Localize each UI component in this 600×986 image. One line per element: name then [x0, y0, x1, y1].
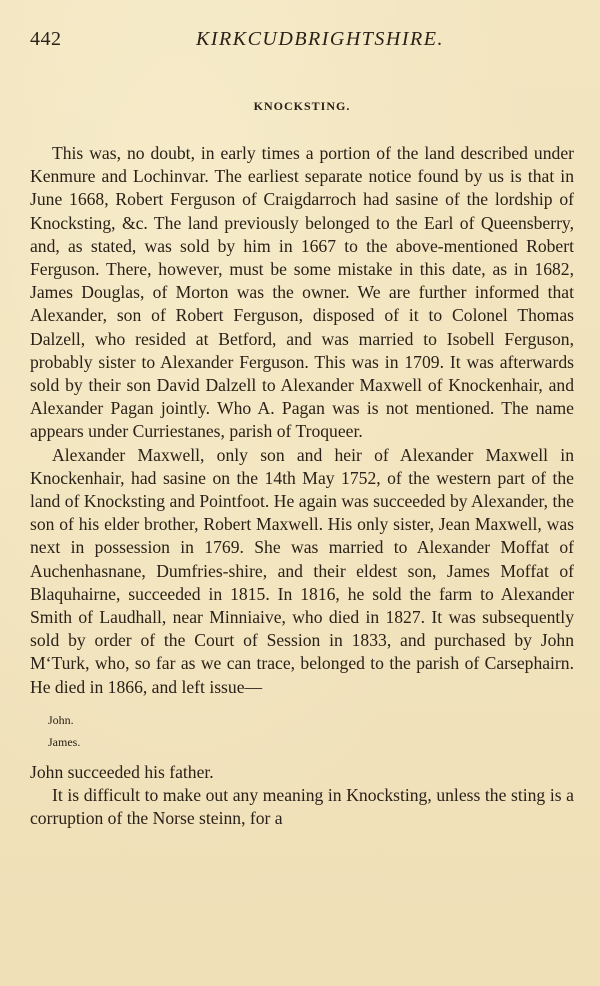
page-number: 442: [30, 28, 62, 50]
running-title: KIRKCUDBRIGHTSHIRE.: [196, 28, 444, 50]
paragraph-succession: John succeeded his father.: [30, 761, 214, 782]
paragraph-1: This was, no doubt, in early times a portion of the land described under Kenmure and Lochinvar. The earliest separate notice found by us is that in June 1668, Robert Ferguson of Craigdarroch had sasine of the lordship of Knocksting, &c. The land previously belonged to the Earl of Queensberry, and, as stated, was sold by him in 1667 to the above-mentioned Robert Ferguson. There, however, must be some mistake in this date, as in 1682, James Douglas, of Morton was the owner. We are further informed that Alexander, son of Robert Ferguson, disposed of it to Colonel Thomas Dalzell, who resided at Betford, and was married to Isobell Ferguson, probably sister to Alexander Ferguson. This was in 1709. It was afterwards sold by their son David Dalzell to Alexander Maxwell of Knockenhair, and Alexander Pagan jointly. Who A. Pagan was is not mentioned. The name appears under Curriestanes, parish of Troqueer.: [30, 143, 574, 442]
paragraph-2: Alexander Maxwell, only son and heir of Alexander Maxwell in Knockenhair, had sasine on the 14th May 1752, of the western part of the land of Knocksting and Pointfoot. He again was succeeded by Alexander, the son of his elder brother, Robert Maxwell. His only sister, Jean Maxwell, was next in possession in 1769. She was married to Alexander Moffat of Auchenhasnane, Dumfries-shire, and their eldest son, James Moffat of Blaquhairne, succeeded in 1815. In 1816, he sold the farm to Alexander Smith of Laudhall, near Minniaive, who died in 1827. It was subsequently sold by order of the Court of Session in 1833, and purchased by John M‘Turk, who, so far as we can trace, belonged to the parish of Carsephairn. He died in 1866, and left issue—: [30, 444, 574, 697]
running-head: [30, 28, 574, 58]
paragraph-etymology: It is difficult to make out any meaning in Knocksting, unless the sting is a corruption of the Norse steinn, for a: [30, 785, 574, 829]
section-title: KNOCKSTING.: [253, 99, 351, 113]
issue-list: [48, 709, 574, 753]
list-item: John.: [48, 712, 74, 727]
body-text: [30, 142, 574, 830]
list-item: James.: [48, 734, 81, 749]
